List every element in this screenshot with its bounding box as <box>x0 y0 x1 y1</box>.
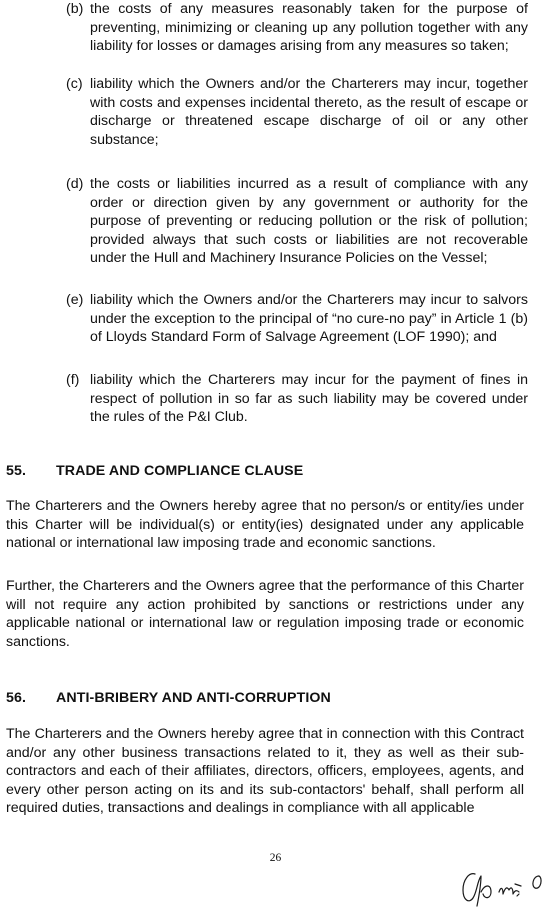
section-55-paragraph-1: The Charterers and the Owners hereby agree that no person/s or entity/ies under this Charter will be individual(s) or entity(ies) designated under any applicable national or international law imposing trade and economic sanctions. <box>6 498 524 552</box>
list-item-b <box>66 0 528 56</box>
list-marker: (b) <box>66 1 84 17</box>
list-item-text: the costs of any measures reasonably taken for the purpose of preventing, minimizing or cleaning up any pollution together with any liability for losses or damages arising from any measures so taken; <box>90 1 528 55</box>
page-number: 26 <box>269 852 282 864</box>
list-item-d <box>66 175 528 268</box>
list-item-f <box>66 371 528 427</box>
list-marker: (d) <box>66 176 84 192</box>
list-item-text: liability which the Owners and/or the Charterers may incur to salvors under the exception to the principal of “no cure-no pay” in Article 1 (b) of Lloyds Standard Form of Salvage Agreement (LOF 1990); and <box>90 292 528 346</box>
section-number: 56. <box>6 690 27 706</box>
list-item-text: liability which the Owners and/or the Charterers may incur, together with costs and expenses incidental thereto, as the result of escape or discharge or threatened escape discharge of oil or any other substance; <box>90 76 528 148</box>
list-item-text: the costs or liabilities incurred as a result of compliance with any order or direction given by any government or authority for the purpose of preventing or reducing pollution or the risk of pollution; provided always that such costs or liabilities are not recoverable under the Hull and Machinery Insurance Policies on the Vessel; <box>90 176 528 267</box>
handwritten-signature <box>455 862 551 908</box>
list-item-c <box>66 75 528 149</box>
list-marker: (e) <box>66 292 84 308</box>
list-item-text: liability which the Charterers may incur for the payment of fines in respect of pollution in so far as such liability may be covered under the rules of the P&I Club. <box>90 372 528 426</box>
section-55-heading <box>6 463 303 479</box>
list-marker: (f) <box>66 372 80 388</box>
section-title: ANTI-BRIBERY AND ANTI-CORRUPTION <box>56 690 331 706</box>
section-55-paragraph-2: Further, the Charterers and the Owners agree that the performance of this Charter will not require any action prohibited by sanctions or restrictions under any applicable national or international law or regulation imposing trade or economic sanctions. <box>6 578 524 650</box>
list-marker: (c) <box>66 76 83 92</box>
section-number: 55. <box>6 463 27 479</box>
section-56-heading <box>6 690 331 706</box>
section-title: TRADE AND COMPLIANCE CLAUSE <box>56 463 304 479</box>
section-56-paragraph-1: The Charterers and the Owners hereby agree that in connection with this Contract and/or any other business transactions related to it, they as well as their sub-contractors and each of their affiliates, directors, officers, employees, agents, and every other person acting on its and its sub-contactors' behalf, shall perform all required duties, transactions and dealings in compliance with all applicable <box>6 726 524 817</box>
list-item-e <box>66 291 528 347</box>
